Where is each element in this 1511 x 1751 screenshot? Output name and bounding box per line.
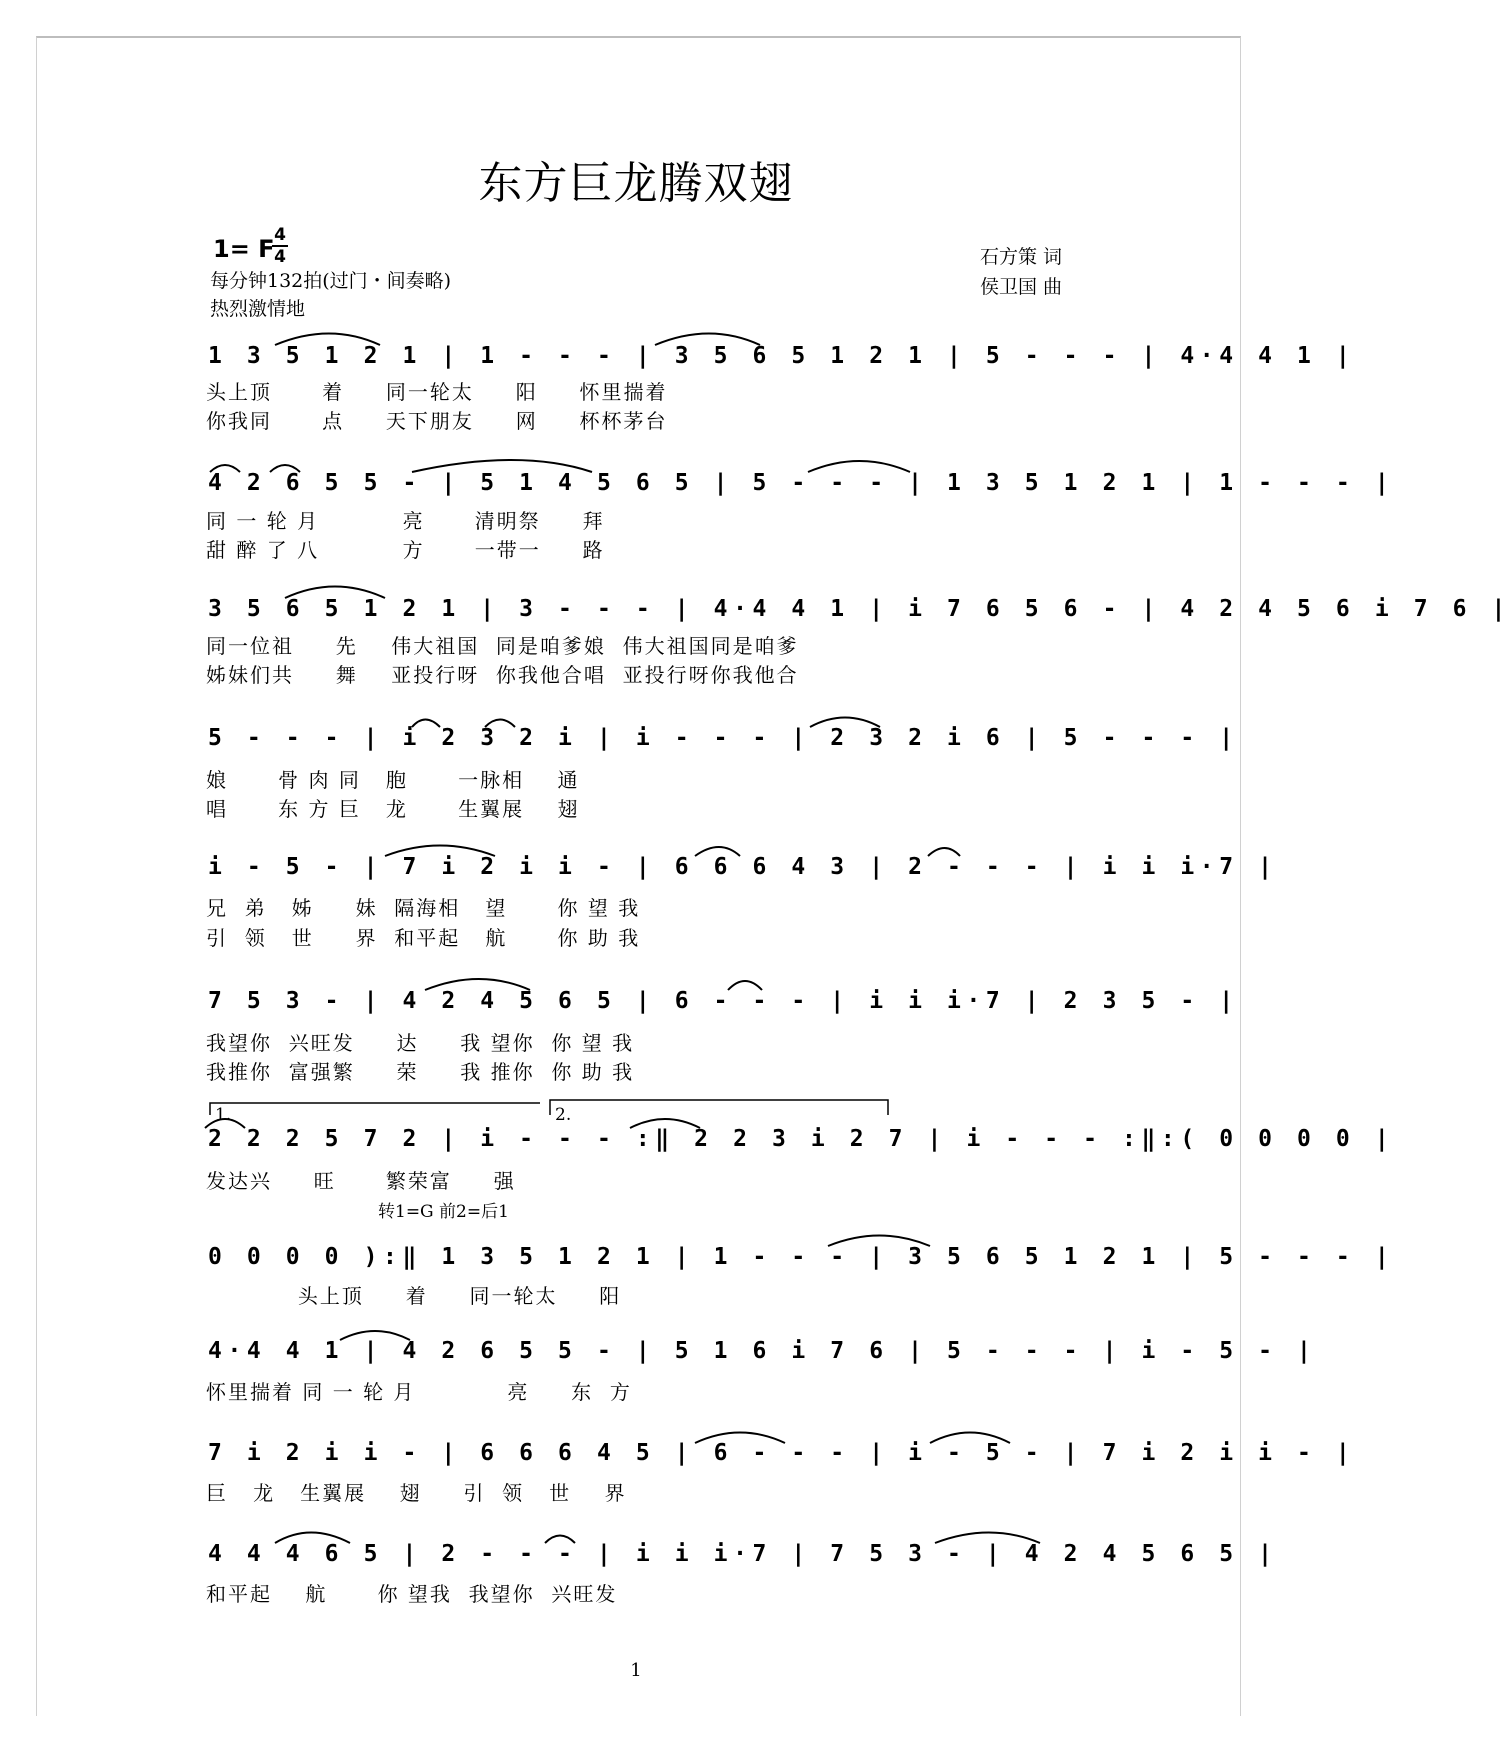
lyrics-verse-1: 兄 弟 姊 妹 隔海相 望 你 望 我: [206, 896, 641, 920]
slur: [630, 1119, 700, 1128]
notation-line: 7 5 3 - | 4 2 4 5 6 5 | 6 - - - | i i i·7 | 2 3 5 - |: [208, 988, 1239, 1014]
slur: [412, 460, 592, 472]
lyricist-credit: 石方策 词: [979, 246, 1062, 268]
notation-line: 5 - - - | i 2 3 2 i | i - - - | 2 3 2 i 6 | 5 - - - |: [208, 725, 1239, 751]
lyrics-verse-2: 姊妹们共 舞 亚投行呀 你我他合唱 亚投行呀你我他合: [206, 663, 799, 687]
notation-line: 7 i 2 i i - | 6 6 6 4 5 | 6 - - - | i - 5 - | 7 i 2 i i - |: [208, 1440, 1356, 1466]
key-signature: 1= F: [213, 235, 275, 263]
lyrics-verse-1: 我望你 兴旺发 达 我 望你 你 望 我: [206, 1031, 635, 1055]
notation-line: 4·4 4 1 | 4 2 6 5 5 - | 5 1 6 i 7 6 | 5 - - - | i - 5 - |: [208, 1338, 1317, 1364]
composer-credit: 侯卫国 曲: [979, 276, 1062, 298]
lyrics-verse-1: 怀里揣着 同 一 轮 月 亮 东 方: [206, 1380, 632, 1404]
notation-line: 4 4 4 6 5 | 2 - - - | i i i·7 | 7 5 3 - | 4 2 4 5 6 5 |: [208, 1541, 1278, 1567]
slur: [425, 979, 530, 990]
slur: [695, 1433, 785, 1444]
notation-line: 2 2 2 5 7 2 | i - - - :‖ 2 2 3 i 2 7 | i - - - :‖:( 0 0 0 0 |: [208, 1126, 1395, 1152]
lyrics-verse-1: 娘 骨 肉 同 胞 一脉相 通: [206, 768, 580, 792]
slur: [655, 334, 760, 346]
lyrics-verse-1: 巨 龙 生翼展 翅 引 领 世 界: [206, 1481, 627, 1505]
slur: [810, 718, 880, 728]
lyrics-verse-1: 头上顶 着 同一轮太 阳 怀里揣着: [206, 380, 668, 404]
notation-line: 1 3 5 1 2 1 | 1 - - - | 3 5 6 5 1 2 1 | 5 - - - | 4·4 4 1 |: [208, 343, 1356, 369]
meter-top: 4: [274, 225, 286, 245]
slur: [930, 1433, 1010, 1444]
meter-bottom: 4: [274, 247, 286, 267]
slur: [545, 1536, 575, 1544]
notation-line: 4 2 6 5 5 - | 5 1 4 5 6 5 | 5 - - - | 1 3 5 1 2 1 | 1 - - - |: [208, 470, 1395, 496]
slur: [935, 1533, 1040, 1544]
notation-line: 3 5 6 5 1 2 1 | 3 - - - | 4·4 4 1 | i 7 6 5 6 - | 4 2 4 5 6 i 7 6 |: [208, 596, 1511, 622]
slur: [275, 1533, 350, 1544]
volta-1-bracket: [210, 1103, 540, 1115]
page-number: 1: [630, 1660, 642, 1681]
slur: [828, 1236, 930, 1247]
tempo-marking: 每分钟132拍(过门・间奏略): [210, 270, 452, 292]
lyrics-verse-2: 引 领 世 界 和平起 航 你 助 我: [206, 926, 641, 950]
slur: [728, 981, 762, 990]
song-title: 东方巨龙腾双翅: [478, 158, 794, 209]
slur: [928, 848, 960, 856]
lyrics-verse-2: 你我同 点 天下朋友 网 杯杯茅台: [206, 409, 668, 433]
lyrics-verse-1: 和平起 航 你 望我 我望你 兴旺发: [206, 1582, 618, 1606]
volta-2-bracket: [550, 1100, 888, 1115]
slur: [275, 334, 380, 346]
modulation-note: 转1=G 前2=后1: [378, 1202, 509, 1222]
lyrics-verse-2: 我推你 富强繁 荣 我 推你 你 助 我: [206, 1060, 635, 1084]
lyrics-verse-1: 同 一 轮 月 亮 清明祭 拜: [206, 509, 605, 533]
slur: [340, 1331, 410, 1340]
slur: [808, 461, 910, 472]
lyrics-verse-1: 同一位祖 先 伟大祖国 同是咱爹娘 伟大祖国同是咱爹: [206, 634, 799, 658]
slur: [210, 465, 240, 472]
slur: [285, 587, 385, 599]
lyrics-verse-2: 唱 东 方 巨 龙 生翼展 翅: [206, 797, 580, 821]
slur: [205, 1119, 245, 1128]
lyrics-verse-1: 头上顶 着 同一轮太 阳: [206, 1284, 622, 1308]
notation-line: i - 5 - | 7 i 2 i i - | 6 6 6 4 3 | 2 - - - | i i i·7 |: [208, 854, 1278, 880]
volta-2-label: 2.: [555, 1105, 572, 1125]
lyrics-verse-2: 甜 醉 了 八 方 一带一 路: [206, 538, 605, 562]
notation-line: 0 0 0 0 ):‖ 1 3 5 1 2 1 | 1 - - - | 3 5 6 5 1 2 1 | 5 - - - |: [208, 1244, 1395, 1270]
volta-1-label: 1.: [215, 1105, 232, 1125]
slur: [695, 847, 740, 856]
slur: [485, 720, 515, 728]
expression-marking: 热烈激情地: [210, 298, 306, 320]
slur: [412, 720, 440, 728]
slur: [385, 846, 495, 857]
slur: [270, 465, 300, 472]
lyrics-verse-1: 发达兴 旺 繁荣富 强: [206, 1169, 516, 1193]
